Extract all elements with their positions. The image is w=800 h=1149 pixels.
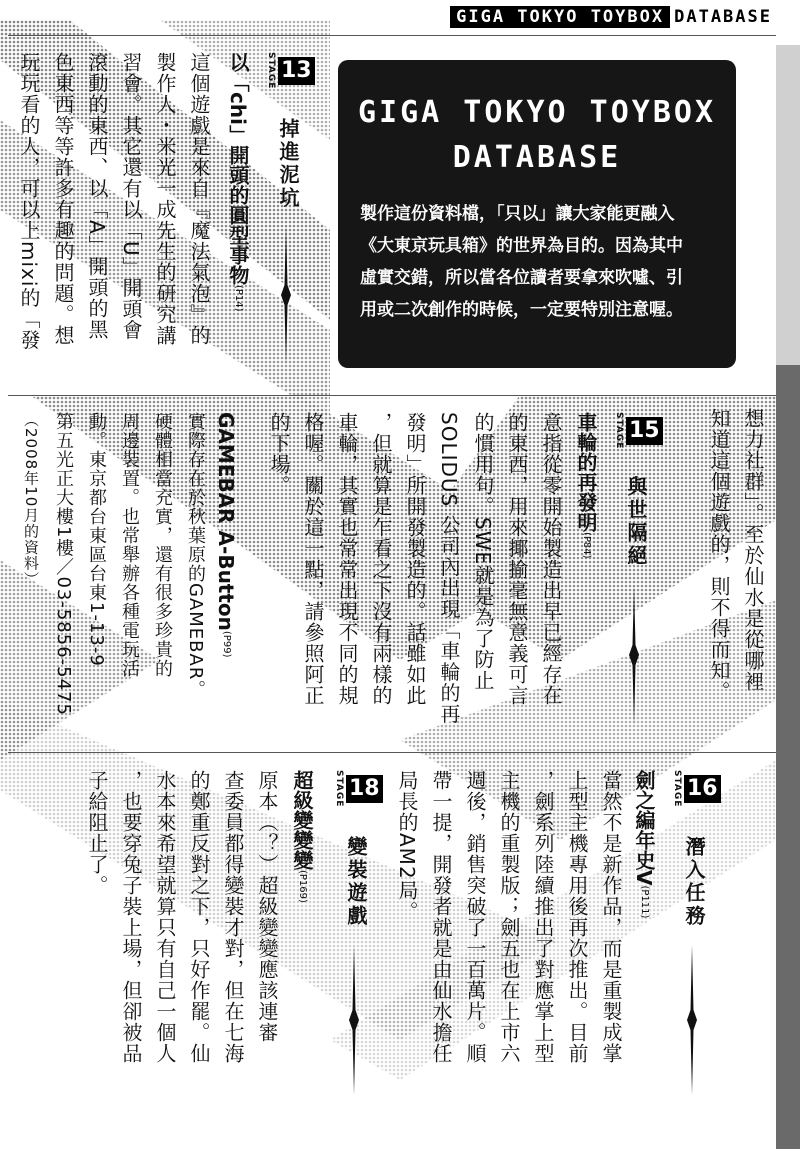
stage18-body: 原本（？）超級變變應該連審 查委員都得變裝才對，但在七海 的鄭重反對之下，只好作罷。仙 水本來希望就算只有自己一個人 ，也要穿兔子裝上場，但卻被品 子給阻止了。: [85, 770, 279, 1064]
intro-line: 虛實交錯，所以當各位讀者要拿來吹噓、引: [360, 268, 683, 288]
header-title: GIGA TOKYO TOYBOX: [450, 6, 670, 28]
stage16-body: 當然不是新作品，而是重製成掌 上型主機專用後再次推出。目前 ，劍系列陸續推出了對應掌上型 主機的重製版；劍五也在上市六 週後，銷售突破了一百萬片。順 帶一提，開發者就是由仙水擔任 局長的AM2局。: [395, 770, 623, 1064]
header-suffix: DATABASE: [674, 7, 772, 27]
section-divider-lower: [8, 752, 776, 753]
page-header: [450, 6, 776, 28]
stage13-body: 這個遊戲是來自『魔法氣泡』的 製作人・米光一成先生的研究講 習會。其它還有以「U」開頭會 滾動的東西、以「A」開頭的黑 色東西等等許多有趣的問題。想 玩玩看的人，可以上mixi的「發: [17, 52, 211, 351]
stage15-badge: STAGE 15: [614, 412, 663, 449]
stage15-body: 意指從零開始製造出早已經存在 的東西，用來揶揄毫無意義可言 的慣用句。SWE就是為了防止 SOLIDUS 公司內出現「車輪的再 發明」所開發製造的。話雖如此 ，但就算是乍看之下沒有兩樣的 車輪，其實也常常出現不同的規 格喔。關於這一點，請參照阿正 的下場。: [267, 412, 563, 725]
intro-line: 《大東京玩具箱》的世界為目的。因為其中: [360, 236, 683, 256]
section-divider-upper: [8, 395, 776, 396]
stage13-title: 掉進泥坑: [276, 118, 300, 210]
stage16-title: 潛入任務: [682, 836, 706, 928]
stage15-entry2-title: GAMEBAR A-Button(P99): [214, 412, 238, 658]
stage16-ornament: [684, 945, 700, 1095]
intro-line: 製作這份資料檔，「只以」讓大家能更融入: [360, 204, 675, 224]
stage18-ornament: [346, 945, 362, 1095]
stage15-ornament: [626, 585, 642, 725]
intro-title-line1: GIGA TOKYO TOYBOX: [357, 95, 717, 130]
right-edge-bar: [776, 45, 800, 1149]
stage16-entry-title: 劍之編年史V(P111): [632, 770, 656, 919]
stage18-entry-title: 超級變變變(P169): [290, 770, 314, 903]
stage13-ornament: [278, 225, 294, 365]
intro-line: 用或二次創作的時候，一定要特別注意喔。: [360, 300, 683, 320]
top-border: [8, 35, 776, 36]
stage15-title: 與世隔絕: [624, 476, 648, 568]
intro-description: [360, 198, 716, 326]
stage13-continued: 想力社群」。至於仙水是從哪裡 知道這個遊戲的，則不得而知。: [707, 408, 765, 702]
stage18-badge: STAGE 18: [334, 770, 383, 807]
stage18-title: 變裝遊戲: [344, 836, 368, 928]
stage13-entry-title: 以「chi」開頭的圓型事物(P14): [226, 52, 250, 312]
stage16-badge: STAGE 16: [672, 770, 721, 807]
stage13-badge: STAGE 13: [266, 52, 315, 89]
intro-box: [338, 60, 736, 368]
stage15-entry-title: 車輪的再發明(P84): [574, 412, 598, 559]
stage15-body2: 實際存在於秋葉原的GAMEBAR。 硬體相當充實，還有很多珍貴的 周邊裝置。也常舉辦各種電玩活 動。東京都台東區台東1-13-9 第五光正大樓1樓／03-5856-5475 （2008年10月的資料）: [22, 412, 206, 716]
intro-title-line2: DATABASE: [452, 140, 622, 175]
